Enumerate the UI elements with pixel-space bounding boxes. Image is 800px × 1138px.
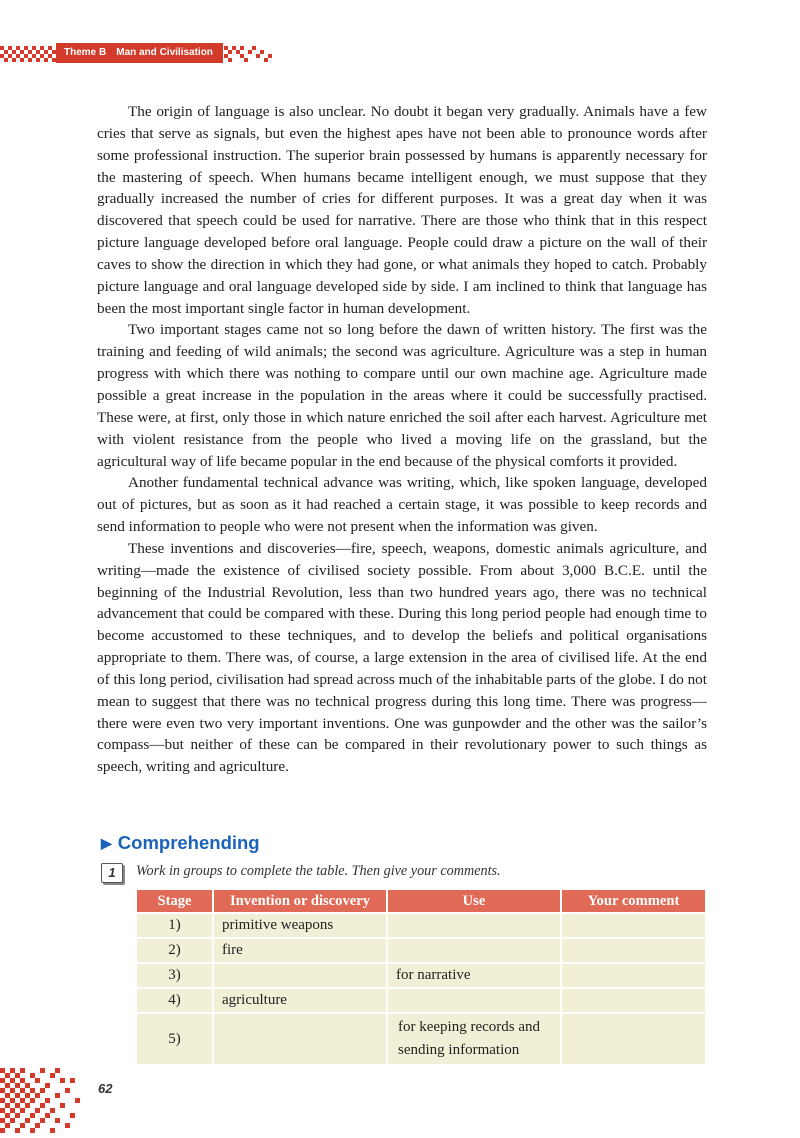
stage-cell: 1) [137, 913, 213, 938]
column-header: Use [387, 890, 561, 913]
paragraph: Two important stages came not so long before the dawn of written history. The first was the training and feeding of wild animals; the second was agriculture. Agriculture was a step in human progress with which there was nothing to compare until our own machine age. Agriculture made possible a great increase in the population in the areas where it could be successfully practised. These were, at first, only those in which nature enriched the soil after each harvest. Agriculture met with violent resistance from the people who lived a moving life on the grassland, but the agricultural way of life became popular in the end because of the physical comforts it provided. [97, 321, 707, 470]
stage-cell: 5) [137, 1013, 213, 1064]
column-header: Invention or discovery [213, 890, 387, 913]
invention-cell[interactable]: primitive weapons [213, 913, 387, 938]
stage-cell: 2) [137, 938, 213, 963]
invention-cell[interactable] [213, 963, 387, 988]
use-cell[interactable]: for keeping records and sending information [387, 1013, 561, 1064]
comprehension-table [137, 890, 705, 1064]
section-title: Comprehending [117, 832, 260, 853]
invention-cell[interactable]: fire [213, 938, 387, 963]
table-row [137, 1013, 705, 1064]
table-row [137, 938, 705, 963]
paragraph: These inventions and discoveries—fire, speech, weapons, domestic animals agriculture, and writing—made the existence of civilised society possible. From about 3,000 B.C.E. until the beginning of the Industrial Revolution, less than two hundred years ago, there was no technical advancement that could be compared with these. During this long period people had enough time to become accustomed to these techniques, and to develop the beliefs and political organisations appropriate to them. There was, of course, a large extension in the area of civilised life. At the end of this long period, civilisation had spread across much of the inhabitable parts of the globe. I do not mean to suggest that there was no technical progress during this long time. There was progress—there were even two very important inventions. One was gunpowder and the other was the sailor’s compass—but neither of these can be compared in their revolutionary power to such things as speech, writing and agriculture. [97, 539, 707, 776]
invention-cell[interactable]: agriculture [213, 988, 387, 1013]
section-heading [101, 832, 260, 854]
table-row [137, 963, 705, 988]
task-instruction: Work in groups to complete the table. Then give your comments. [136, 863, 501, 879]
use-cell[interactable] [387, 938, 561, 963]
column-header: Stage [137, 890, 213, 913]
invention-cell[interactable] [213, 1013, 387, 1064]
table-row [137, 913, 705, 938]
table-row [137, 988, 705, 1013]
use-cell[interactable] [387, 988, 561, 1013]
column-header: Your comment [561, 890, 705, 913]
stage-cell: 3) [137, 963, 213, 988]
use-cell[interactable]: for narrative [387, 963, 561, 988]
reading-passage [97, 101, 707, 778]
comment-cell[interactable] [561, 988, 705, 1013]
comment-cell[interactable] [561, 938, 705, 963]
theme-label: Theme B [64, 47, 107, 58]
comment-cell[interactable] [561, 963, 705, 988]
stage-cell: 4) [137, 988, 213, 1013]
theme-title: Man and Civilisation [116, 47, 213, 58]
page-number: 62 [98, 1081, 113, 1096]
use-cell[interactable] [387, 913, 561, 938]
comment-cell[interactable] [561, 913, 705, 938]
triangle-right-icon: ▶ [101, 835, 112, 851]
paragraph: Another fundamental technical advance was writing, which, like spoken language, developed out of pictures, but as soon as it had reached a certain stage, it was possible to keep records and send information to people who were not present when the information was given. [97, 474, 707, 536]
paragraph: The origin of language is also unclear. No doubt it began very gradually. Animals have a few cries that serve as signals, but even the highest apes have not been able to pronounce words after some professional instruction. The superior brain possessed by humans is apparently necessary for the mastering of speech. When humans became intelligent enough, we must suppose that they gradually increased the number of cries for different purposes. It was a great day when it was discovered that speech could be used for narrative. There are those who think that in this respect picture language developed before oral language. People could draw a picture on the wall of their caves to show the direction in which they had gone, or what animals they hoped to catch. Probably picture language and oral language developed side by side. I am inclined to think that language has been the most important single factor in human development. [97, 103, 707, 317]
corner-pixel-pattern-icon [0, 1060, 90, 1138]
table-header-row [137, 890, 705, 913]
header-theme-label [56, 43, 223, 63]
comment-cell[interactable] [561, 1013, 705, 1064]
task-number-badge: 1 [101, 863, 123, 883]
